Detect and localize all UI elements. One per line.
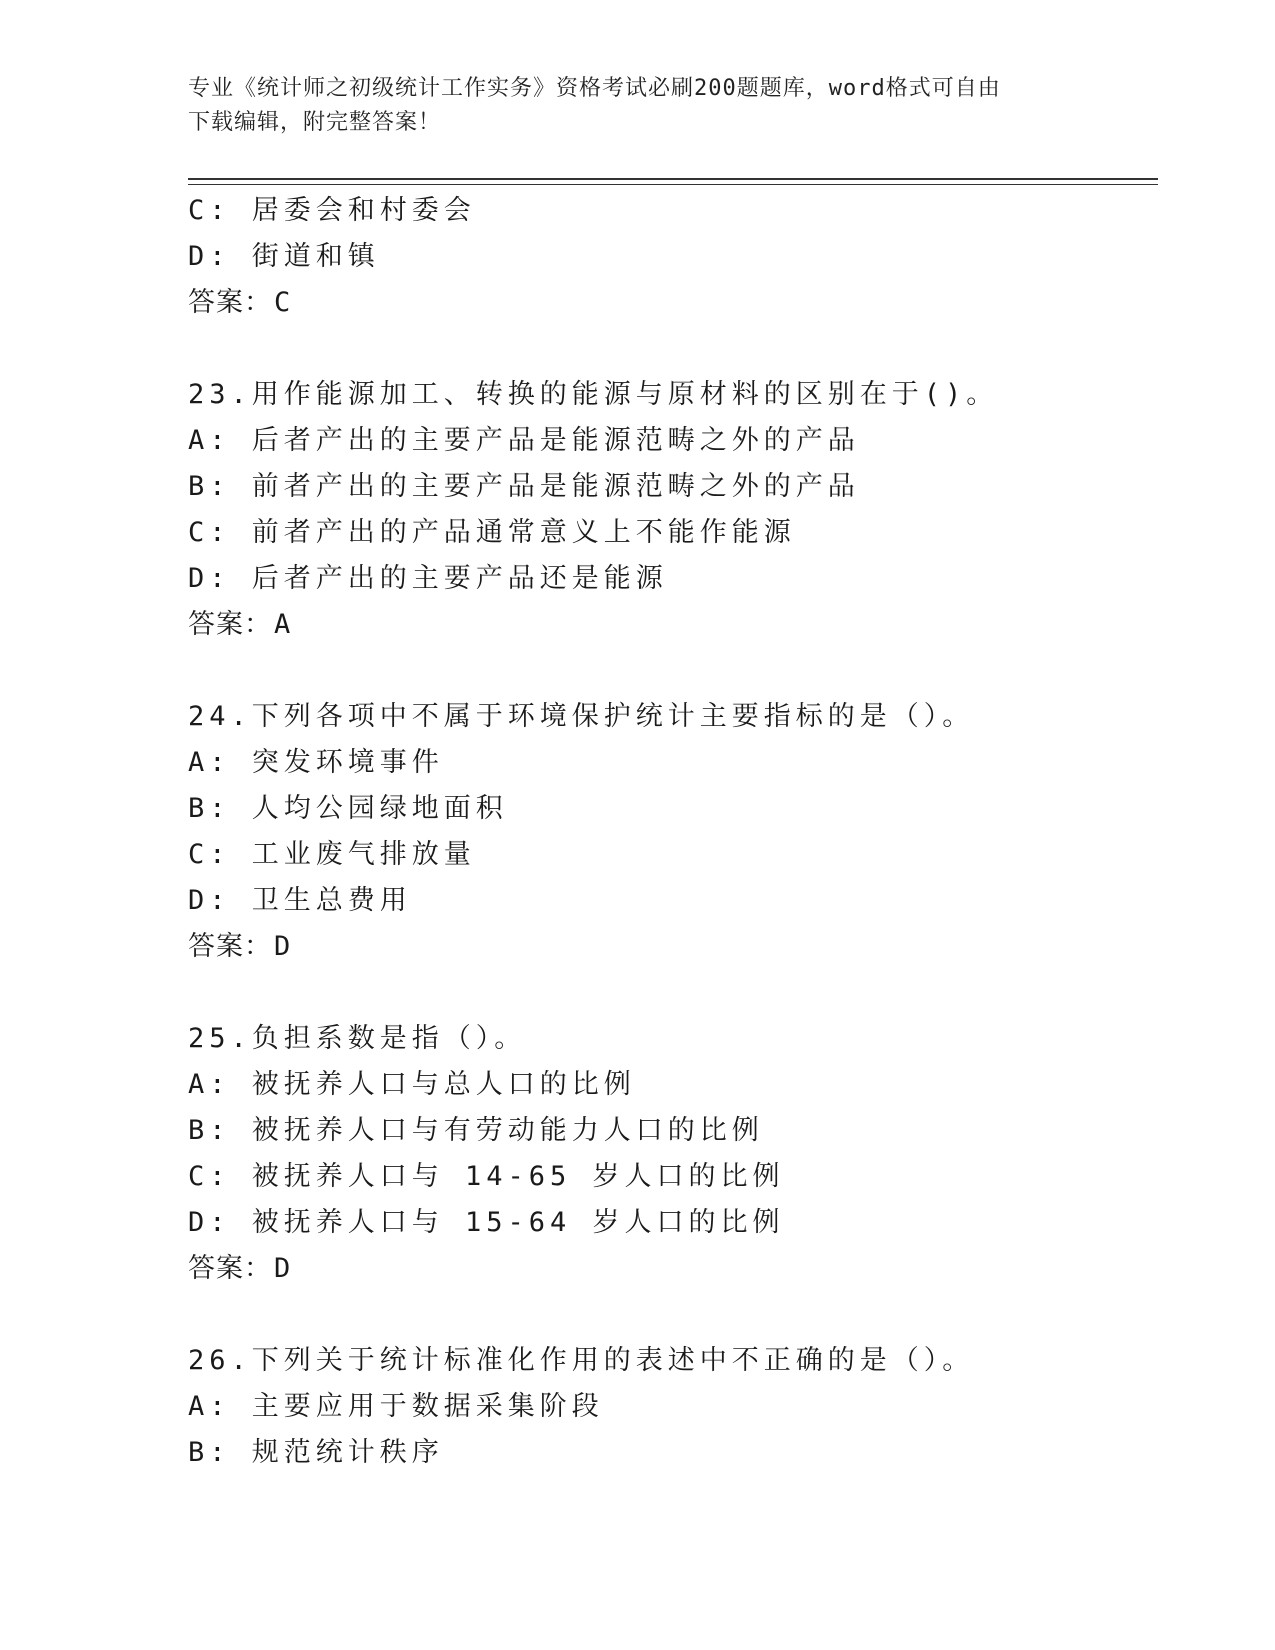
question-24	[188, 694, 1188, 970]
answer-value: C	[274, 287, 292, 318]
option-a: A: 后者产出的主要产品是能源范畴之外的产品	[188, 425, 860, 456]
header-line-2: 下载编辑，附完整答案！	[188, 110, 442, 135]
question-text: 25.负担系数是指（）。	[188, 1023, 527, 1054]
option-d: D: 被抚养人口与 15-64 岁人口的比例	[188, 1207, 785, 1238]
answer-value: D	[274, 931, 292, 962]
answer	[188, 280, 1188, 326]
question-text: 26.下列关于统计标准化作用的表述中不正确的是（）。	[188, 1345, 975, 1376]
question-22-tail	[188, 188, 1188, 326]
question-content	[188, 188, 1188, 1476]
answer-label: 答案：	[188, 609, 272, 640]
answer	[188, 602, 1188, 648]
answer-value: D	[274, 1253, 292, 1284]
option-c: C: 居委会和村委会	[188, 195, 476, 226]
option-b: B: 被抚养人口与有劳动能力人口的比例	[188, 1115, 764, 1146]
answer	[188, 1246, 1188, 1292]
question-text: 24.下列各项中不属于环境保护统计主要指标的是（）。	[188, 701, 975, 732]
answer-label: 答案：	[188, 931, 272, 962]
option-a: A: 突发环境事件	[188, 747, 444, 778]
question-26	[188, 1338, 1188, 1476]
answer-label: 答案：	[188, 287, 272, 318]
option-d: D: 卫生总费用	[188, 885, 412, 916]
option-d: D: 街道和镇	[188, 241, 380, 272]
document-header	[188, 72, 1088, 140]
question-text: 23.用作能源加工、转换的能源与原材料的区别在于()。	[188, 379, 999, 410]
option-d: D: 后者产出的主要产品还是能源	[188, 563, 668, 594]
question-25	[188, 1016, 1188, 1292]
answer-value: A	[274, 609, 292, 640]
question-23	[188, 372, 1188, 648]
option-b: B: 前者产出的主要产品是能源范畴之外的产品	[188, 471, 860, 502]
answer	[188, 924, 1188, 970]
option-a: A: 被抚养人口与总人口的比例	[188, 1069, 636, 1100]
option-a: A: 主要应用于数据采集阶段	[188, 1391, 604, 1422]
header-divider-thick	[188, 178, 1158, 180]
option-c: C: 被抚养人口与 14-65 岁人口的比例	[188, 1161, 785, 1192]
option-c: C: 前者产出的产品通常意义上不能作能源	[188, 517, 796, 548]
option-c: C: 工业废气排放量	[188, 839, 476, 870]
option-b: B: 人均公园绿地面积	[188, 793, 508, 824]
option-b: B: 规范统计秩序	[188, 1437, 444, 1468]
header-divider-thin	[188, 184, 1158, 185]
header-line-1: 专业《统计师之初级统计工作实务》资格考试必刷200题题库，word格式可自由	[188, 76, 1001, 101]
answer-label: 答案：	[188, 1253, 272, 1284]
